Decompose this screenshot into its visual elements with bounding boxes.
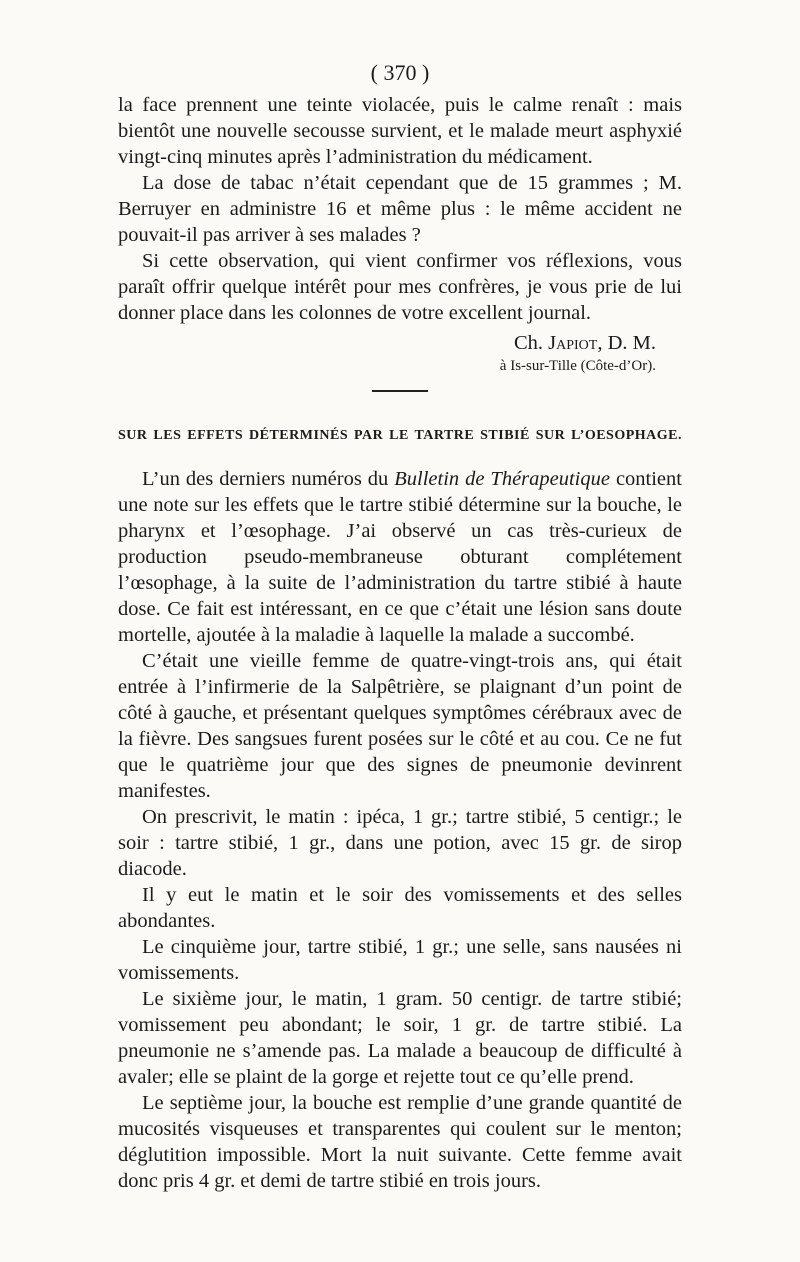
paragraph: Si cette observation, qui vient confirmer vos réflexions, vous paraît offrir quelque intérêt pour mes confrères, je vous prie de lui donner place dans les colonnes de votre excellent journal.: [118, 250, 682, 324]
signature-location: à Is-sur-Tille (Côte-d’Or).: [499, 358, 656, 374]
signature-name: [118, 330, 682, 356]
paragraph: Le cinquième jour, tartre stibié, 1 gr.; une selle, sans nausées ni vomissements.: [118, 936, 682, 984]
paragraph: C’était une vieille femme de quatre-vingt-trois ans, qui était entrée à l’infirmerie de la Salpêtrière, se plaignant d’un point de côté à gauche, et présentant quelques symptômes cérébraux avec de la fièvre. Des sangsues furent posées sur le côté et au cou. Ce ne fut que le quatrième jour que des signes de pneumonie devinrent manifestes.: [118, 650, 682, 802]
journal-title: Bulletin de Thérapeutique: [394, 468, 610, 490]
paragraph: Il y eut le matin et le soir des vomissements et des selles abondantes.: [118, 884, 682, 932]
paragraph-text: L’un des derniers numéros du: [142, 468, 395, 490]
signature-suffix: , D. M.: [597, 332, 656, 354]
paragraph: On prescrivit, le matin : ipéca, 1 gr.; tartre stibié, 5 centigr.; le soir : tartre stibié, 1 gr., dans une potion, avec 15 gr. de sirop diacode.: [118, 806, 682, 880]
signature-prefix: Ch.: [513, 332, 549, 354]
paragraph: la face prennent une teinte violacée, puis le calme renaît : mais bientôt une nouvelle secousse survient, et le malade meurt asphyxié vingt-cinq minutes après l’administration du médicament.: [118, 94, 682, 168]
signature-surname: Japiot: [548, 332, 598, 354]
section-title: SUR LES EFFETS DÉTERMINÉS PAR LE TARTRE STIBIÉ SUR L’OESOPHAGE.: [118, 428, 682, 443]
paragraph: Le septième jour, la bouche est remplie d’une grande quantité de mucosités visqueuses et transparentes qui coulent sur le menton; déglutition impossible. Mort la nuit suivante. Cette femme avait donc pris 4 gr. et demi de tartre stibié en trois jours.: [118, 1092, 682, 1192]
page-number: ( 370 ): [370, 60, 430, 85]
section-divider: [372, 390, 428, 392]
paragraph: Le sixième jour, le matin, 1 gram. 50 centigr. de tartre stibié; vomissement peu abondant; le soir, 1 gr. de tartre stibié. La pneumonie ne s’amende pas. La malade a beaucoup de difficulté à avaler; elle se plaint de la gorge et rejette tout ce qu’elle prend.: [118, 988, 682, 1088]
paragraph: La dose de tabac n’était cependant que de 15 grammes ; M. Berruyer en administre 16 et même plus : le même accident ne pouvait-il pas arriver à ses malades ?: [118, 172, 682, 246]
paragraph-text: contient une note sur les effets que le tartre stibié détermine sur la bouche, le pharynx et l’œsophage. J’ai observé un cas très-curieux de production pseudo-membraneuse obturant complétement l’œsophage, à la suite de l’administration du tartre stibié à haute dose. Ce fait est intéressant, en ce que c’était une lésion sans doute mortelle, ajoutée à la maladie à laquelle la malade a succombé.: [118, 468, 682, 646]
paragraph: [118, 466, 682, 648]
body-text: [118, 92, 682, 1194]
